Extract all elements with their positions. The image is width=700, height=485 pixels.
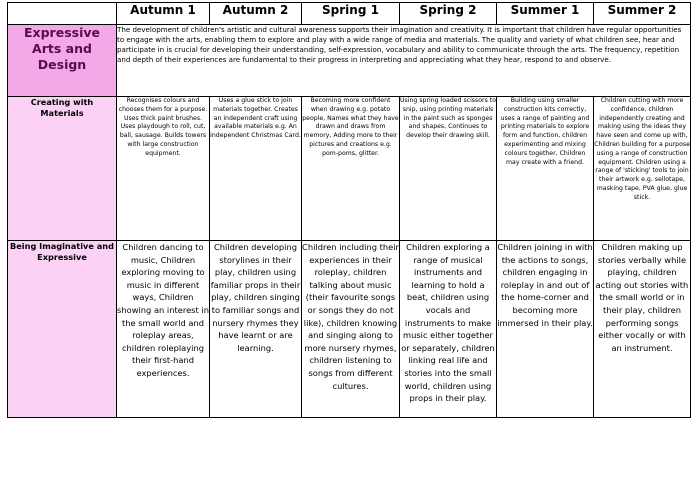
materials-summer-1: Building using smaller construction kits correctly, uses a range of painting and printing materials to explore form and function, children experimenting and mixing colours together, Children may create with a friend. (497, 97, 594, 241)
imaginative-spring-1: Children including their experiences in their roleplay, children talking about music (their favourite songs or songs they do not like), children knowing and singing along to more nursery rhymes, children listening to songs from different cultures. (302, 241, 400, 418)
materials-spring-1: Becoming more confident when drawing e.g. potato people, Names what they have drawn and draws from memory, Adding more to their pictures and creations e.g. pom-poms, glitter. (302, 97, 400, 241)
term-header-spring-1: Spring 1 (302, 3, 400, 25)
eyfs-curriculum-table (7, 2, 691, 418)
imaginative-summer-2: Children making up stories verbally while playing, children acting out stories with the small world or in their play, children performing songs either vocally or with an instrument. (594, 241, 691, 418)
term-header-summer-2: Summer 2 (594, 3, 691, 25)
materials-summer-2: Children cutting with more confidence, children independently creating and making using the ideas they have seen and come up with, Children building for a purpose using a range of construction equipment. Children using a range of 'sticking' tools to join their artwork e.g. sellotape, masking tape, PVA glue, glue stick. (594, 97, 691, 241)
subject-intro: The development of children's artistic and cultural awareness supports their imagination and creativity. It is important that children have regular opportunities to engage with the arts, enabling them to explore and play with a wide range of media and materials. The quality and variety of what children see, hear and participate in is crucial for developing their understanding, self-expression, vocabulary and ability to communicate through the arts. The frequency, repetition and depth of their experiences are fundamental to their progress in interpreting and appreciating what they hear, respond to and observe. (117, 25, 691, 97)
area-row-being-imaginative (8, 241, 691, 418)
imaginative-spring-2: Children exploring a range of musical instruments and learning to hold a beat, children using vocals and instruments to make music either together or separately, children linking real life and stories into the small world, children using props in their play. (400, 241, 497, 418)
term-header-autumn-1: Autumn 1 (117, 3, 210, 25)
area-row-creating-with-materials (8, 97, 691, 241)
materials-autumn-2: Uses a glue stick to join materials together. Creates an independent craft using available materials e.g. An independent Christmas Card. (210, 97, 302, 241)
imaginative-summer-1: Children joining in with the actions to songs, children engaging in roleplay in and out of the home-corner and becoming more immersed in their play. (497, 241, 594, 418)
imaginative-autumn-2: Children developing storylines in their play, children using familiar props in their play, children singing to familiar songs and nursery rhymes they have learnt or are learning. (210, 241, 302, 418)
header-row (8, 3, 691, 25)
term-header-summer-1: Summer 1 (497, 3, 594, 25)
imaginative-autumn-1: Children dancing to music, Children exploring moving to music in different ways, Children showing an interest in the small world and roleplay areas, children roleplaying their first-hand experiences. (117, 241, 210, 418)
materials-spring-2: Using spring loaded scissors to snip, using printing materials in the paint such as sponges and shapes, Continues to develop their drawing skill. (400, 97, 497, 241)
materials-autumn-1: Recognises colours and chooses them for a purpose. Uses thick paint brushes. Uses playdough to roll, cut, ball, sausage. Builds towers with large construction equipment. (117, 97, 210, 241)
area-label-creating-with-materials: Creating with Materials (8, 97, 117, 241)
subject-title: Expressive Arts and Design (8, 25, 117, 97)
term-header-autumn-2: Autumn 2 (210, 3, 302, 25)
term-header-spring-2: Spring 2 (400, 3, 497, 25)
subject-row (8, 25, 691, 97)
corner-cell (8, 3, 117, 25)
area-label-being-imaginative: Being Imaginative and Expressive (8, 241, 117, 418)
